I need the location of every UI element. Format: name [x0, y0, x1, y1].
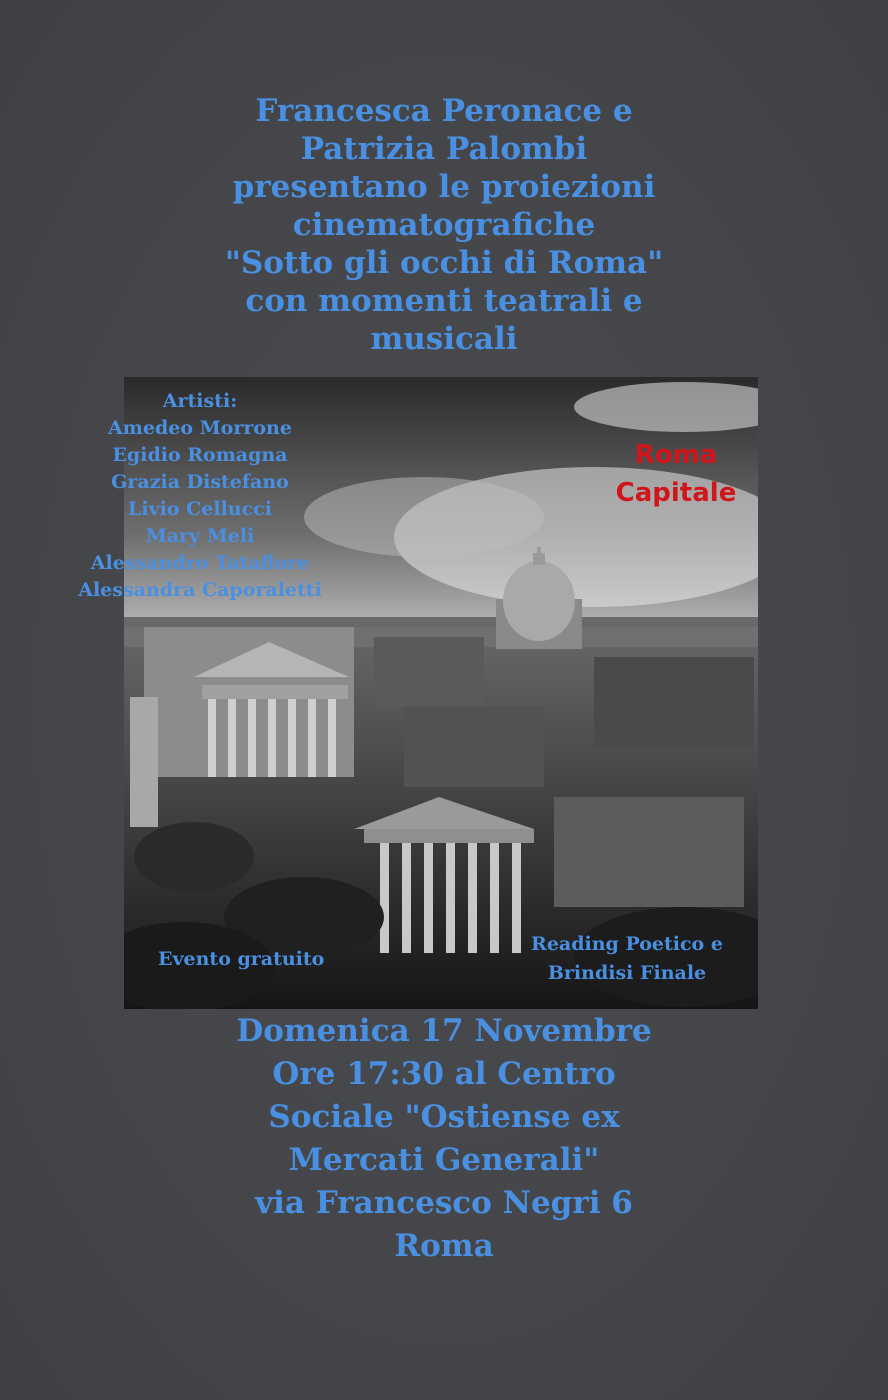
- artist-name: Egidio Romagna: [112, 444, 288, 466]
- free-event-label: Evento gratuito: [158, 948, 325, 970]
- info-line: Sociale "Ostiense ex: [268, 1099, 620, 1135]
- title-line: "Sotto gli occhi di Roma": [224, 245, 664, 281]
- artists-heading: Artisti:: [162, 390, 238, 412]
- info-line: Roma: [394, 1228, 494, 1264]
- event-title: [0, 92, 888, 358]
- event-details: [0, 1010, 888, 1268]
- title-line: Francesca Peronace e: [255, 93, 633, 129]
- title-line: Patrizia Palombi: [300, 131, 588, 167]
- logo-line: Roma: [634, 440, 718, 470]
- title-line: musicali: [370, 321, 518, 357]
- artist-name: Grazia Distefano: [111, 471, 289, 493]
- artist-name: Alessandro Tataflore: [90, 552, 310, 574]
- logo-line: Capitale: [615, 478, 737, 508]
- artist-name: Livio Cellucci: [128, 498, 272, 520]
- title-line: presentano le proiezioni: [232, 169, 656, 205]
- reading-line: Brindisi Finale: [547, 962, 707, 984]
- reading-note: [504, 930, 750, 988]
- info-line: Ore 17:30 al Centro: [272, 1056, 616, 1092]
- title-line: cinematografiche: [292, 207, 596, 243]
- roma-capitale-logo: [598, 436, 754, 512]
- artist-name: Alessandra Caporaletti: [78, 579, 322, 601]
- artist-name: Amedeo Morrone: [108, 417, 292, 439]
- artist-name: Mary Meli: [145, 525, 255, 547]
- info-line: via Francesco Negri 6: [255, 1185, 633, 1221]
- reading-line: Reading Poetico e: [531, 933, 723, 955]
- info-line: Domenica 17 Novembre: [236, 1013, 652, 1049]
- info-line: Mercati Generali": [288, 1142, 600, 1178]
- artists-list: [0, 388, 400, 604]
- title-line: con momenti teatrali e: [245, 283, 643, 319]
